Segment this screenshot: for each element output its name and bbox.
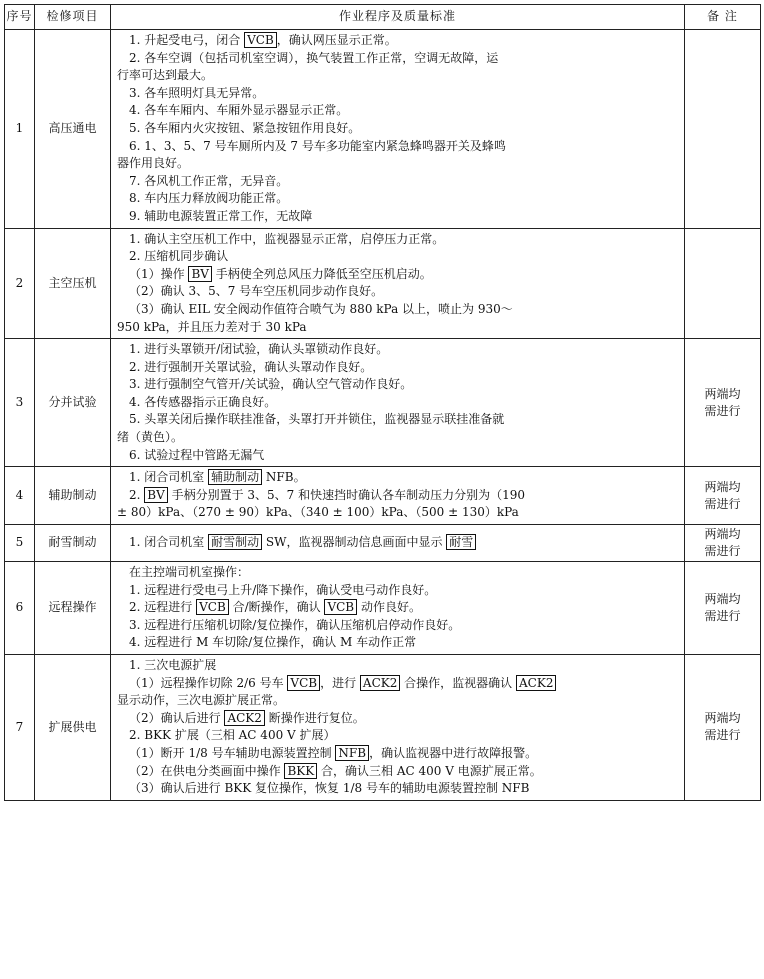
remark-cell: 两端均 需进行 xyxy=(685,339,761,467)
maintenance-item: 分并试验 xyxy=(35,339,111,467)
procedure-line xyxy=(117,617,680,635)
maintenance-item: 高压通电 xyxy=(35,30,111,229)
procedure-text: 绪（黄色）。 xyxy=(117,430,184,445)
procedure-text: 行率可达到最大。 xyxy=(117,68,214,83)
remark-cell xyxy=(685,228,761,339)
procedure-text: 2. 压缩机同步确认 xyxy=(129,249,229,264)
procedure-line xyxy=(117,208,680,226)
header-no: 序号 xyxy=(5,5,35,30)
boxed-term: VCB xyxy=(244,32,277,48)
row-number: 6 xyxy=(5,562,35,655)
boxed-term: 耐雪 xyxy=(446,534,476,550)
boxed-term: BV xyxy=(188,266,211,282)
procedure-text: 1. 进行头罩锁开/闭试验，确认头罩锁动作良好。 xyxy=(129,342,389,357)
table-row xyxy=(5,655,761,801)
row-number: 2 xyxy=(5,228,35,339)
procedure-text: （1）操作 xyxy=(129,266,189,281)
procedure-line xyxy=(117,231,680,249)
boxed-term: ACK2 xyxy=(360,675,400,691)
procedure-line xyxy=(117,173,680,191)
procedure-text: ，确认监视器中进行故障报警。 xyxy=(369,745,538,760)
procedure-text: 4. 各车车厢内、车厢外显示器显示正常。 xyxy=(129,103,349,118)
maintenance-item: 扩展供电 xyxy=(35,655,111,801)
procedure-line xyxy=(117,564,680,582)
table-row xyxy=(5,562,761,655)
procedure-line xyxy=(117,780,680,798)
procedure-text: 器作用良好。 xyxy=(117,156,190,171)
procedure-line xyxy=(117,120,680,138)
procedure-line xyxy=(117,283,680,301)
procedure-cell xyxy=(111,30,685,229)
procedure-text: 2. 进行强制开关罩试验，确认头罩动作良好。 xyxy=(129,359,373,374)
table-row xyxy=(5,228,761,339)
procedure-text: 合，确认三相 AC 400 V 电源扩展正常。 xyxy=(317,763,542,778)
header-procedure: 作业程序及质量标准 xyxy=(111,5,685,30)
procedure-text: 7. 各风机工作正常，无异音。 xyxy=(129,173,289,188)
procedure-text: （2）确认后进行 xyxy=(129,710,225,725)
boxed-term: ACK2 xyxy=(516,675,556,691)
row-number: 4 xyxy=(5,467,35,525)
procedure-line xyxy=(117,534,680,552)
boxed-term: 耐雪制动 xyxy=(208,534,262,550)
remark-cell xyxy=(685,30,761,229)
procedure-text: 动作良好。 xyxy=(357,600,421,615)
boxed-term: BKK xyxy=(284,763,317,779)
procedure-line xyxy=(117,190,680,208)
procedure-line xyxy=(117,85,680,103)
procedure-text: （3）确认后进行 BKK 复位操作，恢复 1/8 号车的辅助电源装置控制 NFB xyxy=(129,781,530,796)
procedure-cell xyxy=(111,562,685,655)
procedure-text: （2）确认 3、5、7 号车空压机同步动作良好。 xyxy=(129,284,384,299)
maintenance-item: 耐雪制动 xyxy=(35,525,111,562)
boxed-term: NFB xyxy=(335,745,369,761)
remark-cell: 两端均 需进行 xyxy=(685,655,761,801)
procedure-line xyxy=(117,411,680,429)
procedure-text: （3）确认 EIL 安全阀动作值符合喷气为 880 kPa 以上，喷止为 930～ xyxy=(129,301,513,316)
procedure-text: 9. 辅助电源装置正常工作，无故障 xyxy=(129,208,313,223)
procedure-text: 6. 试验过程中管路无漏气 xyxy=(129,447,265,462)
procedure-text: 3. 远程进行压缩机切除/复位操作，确认压缩机启停动作良好。 xyxy=(129,617,461,632)
procedure-text: 1. 闭合司机室 xyxy=(129,535,209,550)
procedure-line xyxy=(117,710,680,728)
procedure-text: 4. 远程进行 M 车切除/复位操作，确认 M 车动作正常 xyxy=(129,635,417,650)
procedure-text: 5. 各车厢内火灾按钮、紧急按钮作用良好。 xyxy=(129,120,361,135)
procedure-cell xyxy=(111,525,685,562)
procedure-line xyxy=(117,675,680,693)
procedure-line xyxy=(117,248,680,266)
header-item: 检修项目 xyxy=(35,5,111,30)
procedure-text: 1. 升起受电弓，闭合 xyxy=(129,33,245,47)
procedure-text: SW，监视器制动信息画面中显示 xyxy=(262,535,447,550)
procedure-line xyxy=(117,359,680,377)
procedure-text: 2. xyxy=(129,487,145,502)
boxed-term: BV xyxy=(144,487,167,503)
procedure-cell xyxy=(111,655,685,801)
row-number: 5 xyxy=(5,525,35,562)
table-row xyxy=(5,525,761,562)
procedure-text: 6. 1、3、5、7 号车厕所内及 7 号车多功能室内紧急蜂鸣器开关及蜂鸣 xyxy=(129,138,506,153)
procedure-text: （1）远程操作切除 2/6 号车 xyxy=(129,675,288,690)
procedure-text: 1. 闭合司机室 xyxy=(129,470,209,485)
remark-cell: 两端均 需进行 xyxy=(685,562,761,655)
procedure-text: 断操作进行复位。 xyxy=(264,710,365,725)
maintenance-item: 辅助制动 xyxy=(35,467,111,525)
procedure-text: （1）断开 1/8 号车辅助电源装置控制 xyxy=(129,745,336,760)
procedure-text: 3. 各车照明灯具无异常。 xyxy=(129,85,265,100)
boxed-term: VCB xyxy=(196,599,229,615)
row-number: 1 xyxy=(5,30,35,229)
procedure-text: NFB。 xyxy=(262,470,306,485)
boxed-term: ACK2 xyxy=(224,710,264,726)
procedure-line xyxy=(117,599,680,617)
procedure-line xyxy=(117,376,680,394)
boxed-term: VCB xyxy=(287,675,320,691)
procedure-line xyxy=(117,266,680,284)
procedure-cell xyxy=(111,467,685,525)
boxed-term: 辅助制动 xyxy=(208,469,262,485)
procedure-line xyxy=(117,763,680,781)
row-number: 7 xyxy=(5,655,35,801)
procedure-line xyxy=(117,50,680,68)
procedure-text: ，进行 xyxy=(320,675,360,690)
procedure-line xyxy=(117,67,680,85)
procedure-line xyxy=(117,319,680,337)
procedure-text: 手柄使全列总风压力降低至空压机启动。 xyxy=(211,266,432,281)
procedure-line xyxy=(117,469,680,487)
procedure-line xyxy=(117,394,680,412)
procedure-line xyxy=(117,487,680,505)
procedure-text: 8. 车内压力释放阀功能正常。 xyxy=(129,191,289,206)
procedure-cell xyxy=(111,339,685,467)
procedure-text: 950 kPa，并且压力差对于 30 kPa xyxy=(117,319,307,334)
procedure-cell xyxy=(111,228,685,339)
maintenance-item: 远程操作 xyxy=(35,562,111,655)
procedure-line xyxy=(117,102,680,120)
maintenance-item: 主空压机 xyxy=(35,228,111,339)
procedure-line xyxy=(117,657,680,675)
boxed-term: VCB xyxy=(324,599,357,615)
procedure-line xyxy=(117,582,680,600)
row-number: 3 xyxy=(5,339,35,467)
table-row xyxy=(5,339,761,467)
procedure-line xyxy=(117,155,680,173)
procedure-text: 1. 三次电源扩展 xyxy=(129,658,217,672)
procedure-text: 3. 进行强制空气管开/关试验，确认空气管动作良好。 xyxy=(129,377,413,392)
procedure-line xyxy=(117,429,680,447)
procedure-text: 1. 确认主空压机工作中，监视器显示正常，启停压力正常。 xyxy=(129,231,445,246)
procedure-text: 4. 各传感器指示正确良好。 xyxy=(129,394,277,409)
remark-cell: 两端均 需进行 xyxy=(685,467,761,525)
remark-cell: 两端均 需进行 xyxy=(685,525,761,562)
procedure-text: 在主控端司机室操作： xyxy=(129,565,250,580)
procedure-text: 合操作，监视器确认 xyxy=(400,675,516,690)
procedure-line xyxy=(117,32,680,50)
procedure-line xyxy=(117,504,680,522)
procedure-line xyxy=(117,301,680,319)
procedure-text: 显示动作，三次电源扩展正常。 xyxy=(117,693,286,708)
table-body xyxy=(5,30,761,801)
procedure-line xyxy=(117,727,680,745)
table-header-row xyxy=(5,5,761,30)
procedure-text: （2）在供电分类画面中操作 xyxy=(129,763,285,778)
procedure-text: ± 80）kPa、（270 ± 90）kPa、（340 ± 100）kPa、（500 ± 130）kPa xyxy=(117,505,519,520)
table-row xyxy=(5,467,761,525)
procedure-text: 2. 各车空调（包括司机室空调），换气装置工作正常，空调无故障，运 xyxy=(129,50,499,65)
procedure-text: ，确认网压显示正常。 xyxy=(276,33,397,47)
procedure-text: 2. 远程进行 xyxy=(129,600,197,615)
procedure-line xyxy=(117,692,680,710)
procedure-line xyxy=(117,745,680,763)
header-remark: 备 注 xyxy=(685,5,761,30)
procedure-text: 1. 远程进行受电弓上升/降下操作，确认受电弓动作良好。 xyxy=(129,582,437,597)
procedure-text: 手柄分别置于 3、5、7 和快速挡时确认各车制动压力分别为（190 xyxy=(167,487,526,502)
maintenance-table xyxy=(4,4,761,801)
procedure-line xyxy=(117,634,680,652)
procedure-line xyxy=(117,447,680,465)
procedure-text: 2. BKK 扩展（三相 AC 400 V 扩展） xyxy=(129,728,336,743)
table-row xyxy=(5,30,761,229)
procedure-line xyxy=(117,138,680,156)
procedure-text: 合/断操作，确认 xyxy=(228,600,325,615)
procedure-line xyxy=(117,341,680,359)
procedure-text: 5. 头罩关闭后操作联挂准备，头罩打开并锁住，监视器显示联挂准备就 xyxy=(129,412,505,427)
